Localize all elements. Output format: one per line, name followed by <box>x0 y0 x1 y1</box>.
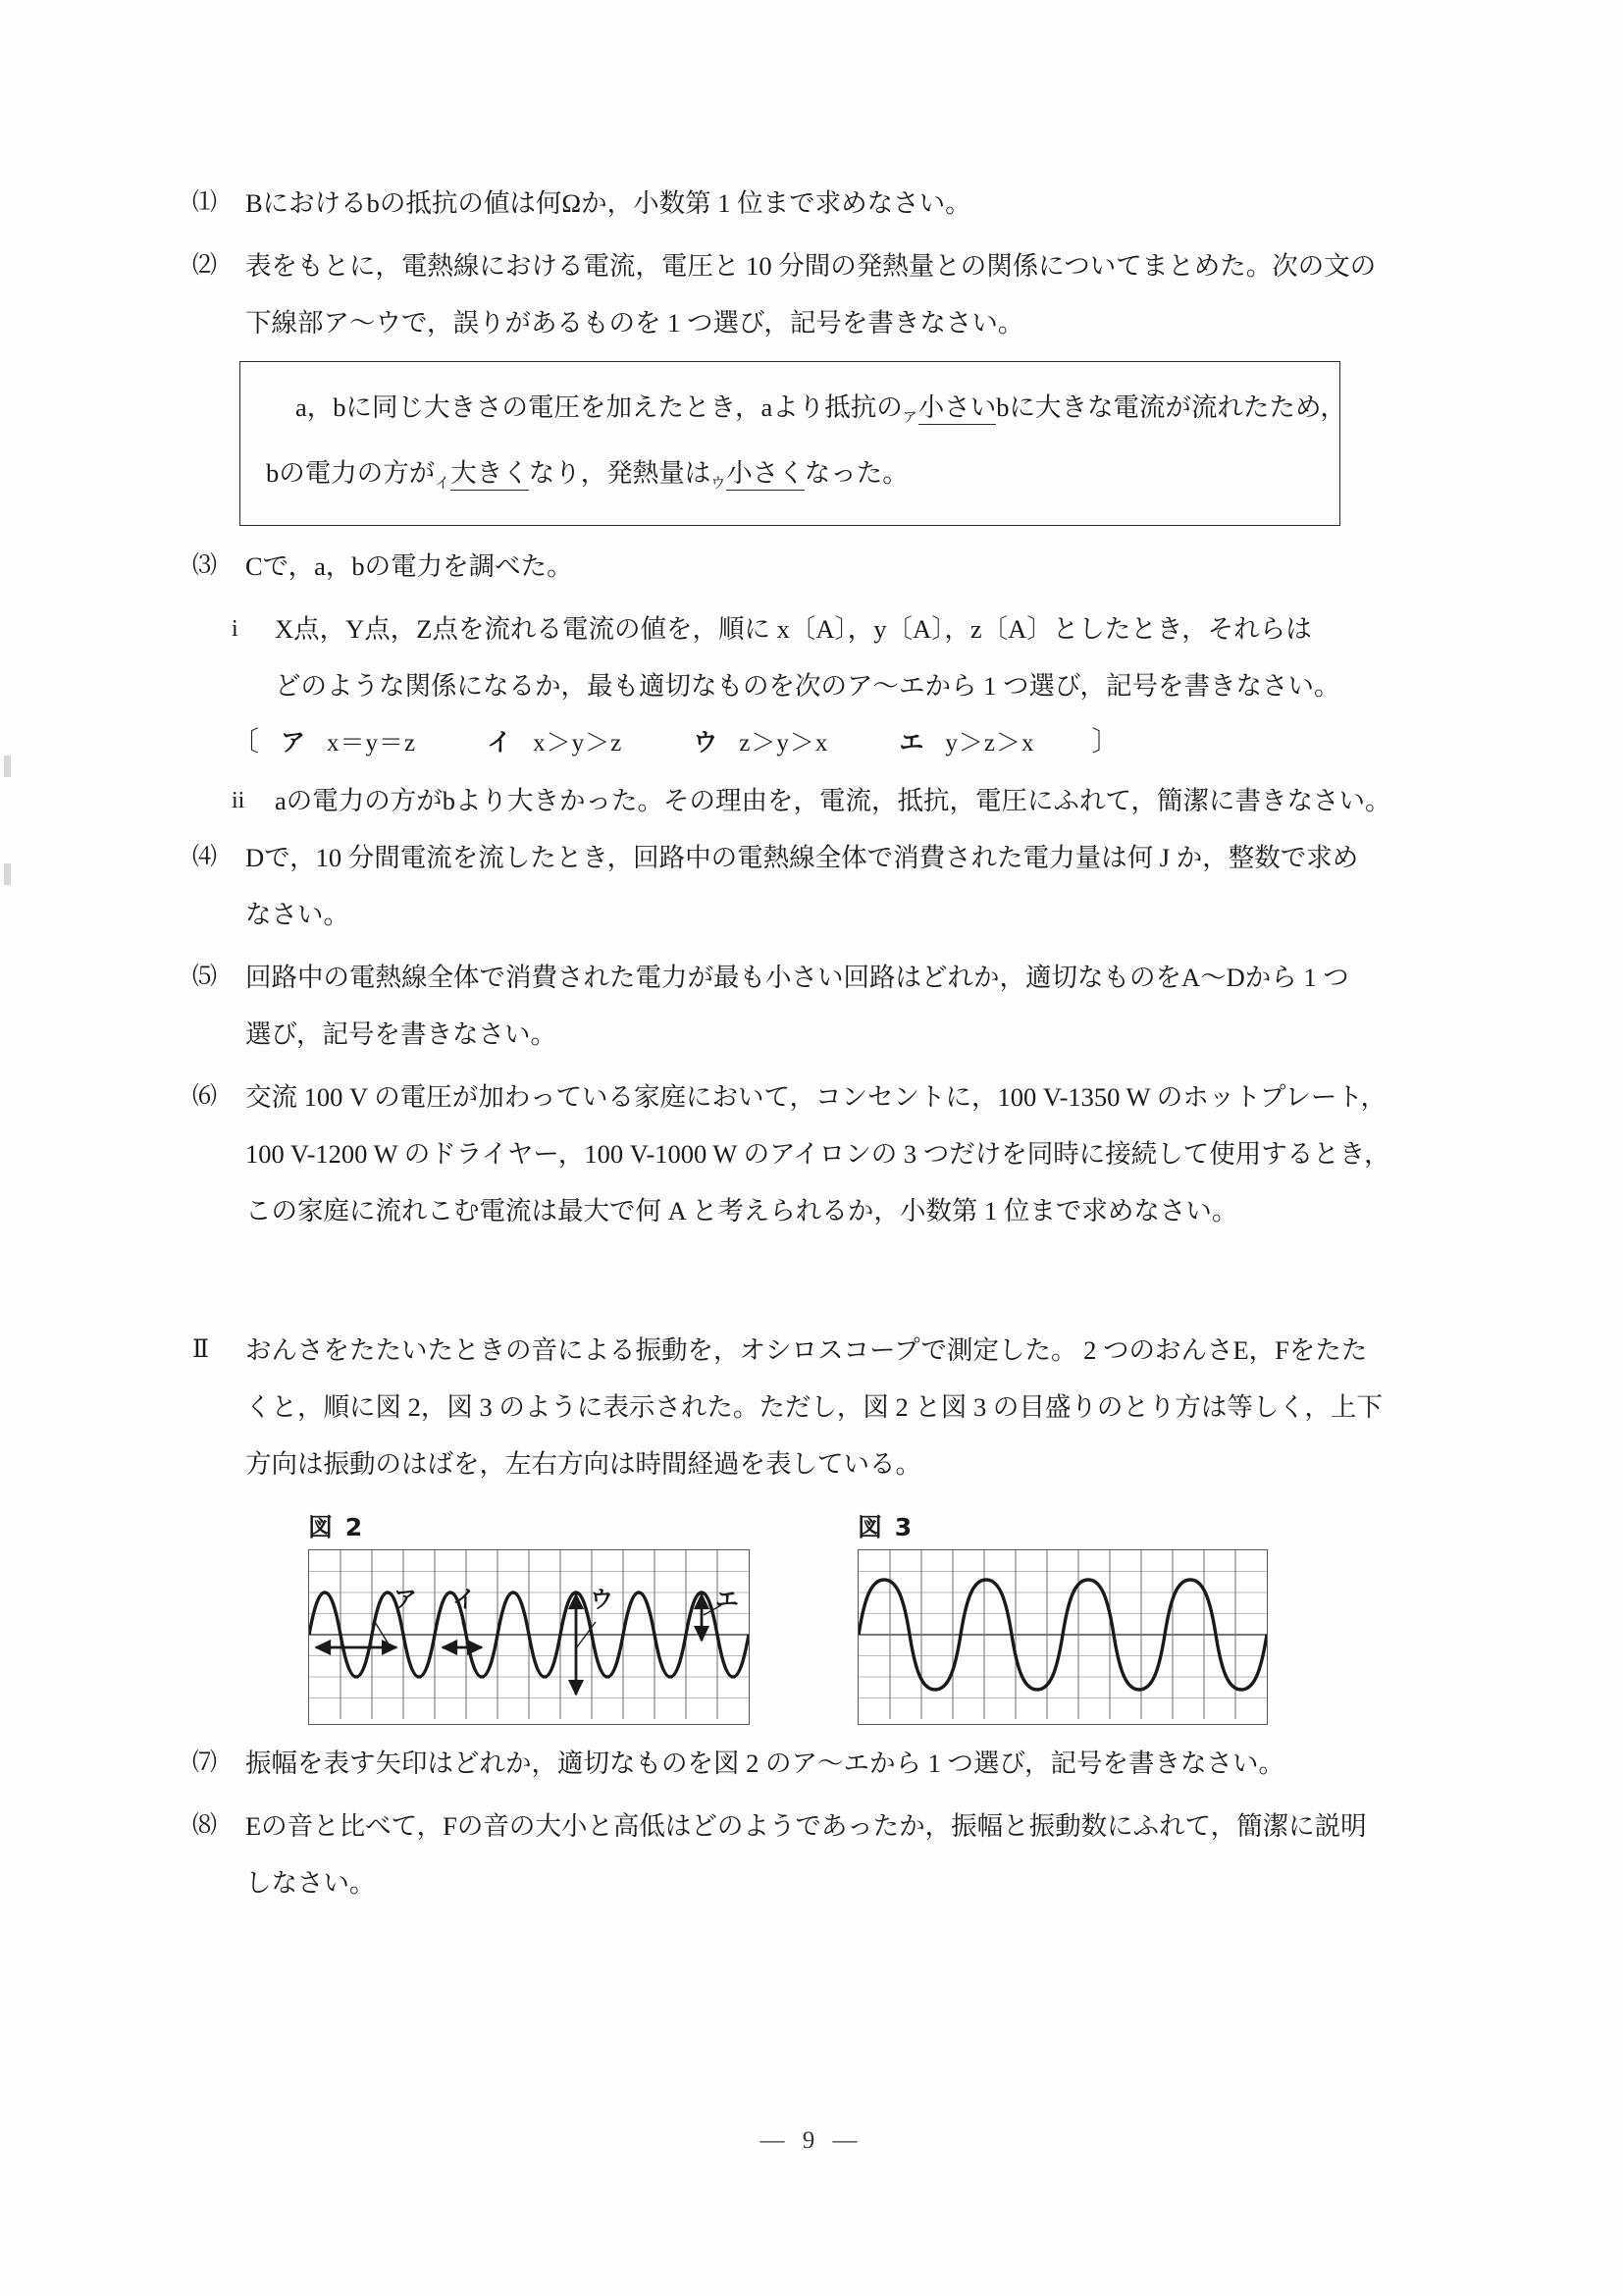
section-2-intro-line: 方向は振動のはばを，左右方向は時間経過を表している。 <box>245 1449 921 1479</box>
figure-3 <box>858 1508 1268 1725</box>
question-number: ⑶ <box>192 552 217 579</box>
question-line: 選び，記号を書きなさい。 <box>245 1019 556 1049</box>
question-text <box>245 237 1439 351</box>
figure-3-svg <box>859 1550 1267 1719</box>
page-content <box>192 175 1439 1917</box>
section-2-header <box>192 1322 1439 1492</box>
question-line: Cで，a，bの電力を調べた。 <box>245 551 573 581</box>
subquestion-text <box>275 772 1439 829</box>
statement-line-2-post: なった。 <box>804 458 909 488</box>
question-text <box>245 175 1439 232</box>
question-3 <box>192 538 1439 595</box>
section-2-number: Ⅱ <box>192 1336 209 1363</box>
question-line: しなさい。 <box>245 1868 376 1898</box>
question-5 <box>192 949 1439 1063</box>
question-text <box>245 1069 1439 1239</box>
question-number: ⑵ <box>192 252 217 279</box>
section-2 <box>192 1322 1439 1911</box>
question-line: この家庭に流れこむ電流は最大で何 A と考えられるか，小数第 1 位まで求めなさい。 <box>245 1196 1238 1226</box>
choice-value-b: x＞y＞z <box>533 730 623 757</box>
figure-2-svg <box>309 1550 749 1719</box>
figures-row <box>192 1508 1439 1725</box>
section-2-intro-line: くと，順に図 2，図 3 のように表示された。ただし，図 2 と図 3 の目盛りのとり方は等しく，上下 <box>245 1392 1383 1422</box>
choice-key-d[interactable]: エ <box>899 728 924 757</box>
question-1 <box>192 175 1439 232</box>
statement-line-1 <box>266 380 1346 445</box>
question-7 <box>192 1735 1439 1792</box>
figure-3-label: 図 3 <box>858 1513 915 1541</box>
question-line: 下線部ア～ウで，誤りがあるものを 1 つ選び，記号を書きなさい。 <box>245 308 1024 338</box>
marker-label-a: ア <box>393 1586 417 1613</box>
page-number: — 9 — <box>759 2127 864 2154</box>
underline-marker-c <box>710 445 805 511</box>
answer-choices <box>192 714 1439 772</box>
question-6 <box>192 1069 1439 1239</box>
choice-key-c[interactable]: ウ <box>693 728 718 757</box>
question-text <box>245 538 1439 595</box>
question-number: ⑹ <box>192 1083 217 1110</box>
subquestion-ii <box>192 772 1439 829</box>
statement-line-2-mid: なり，発熱量は <box>528 458 711 488</box>
question-line: なさい。 <box>245 900 349 929</box>
figure-2-plot <box>308 1549 750 1725</box>
choice-value-a: x＝y＝z <box>327 730 417 757</box>
underline-marker-a <box>903 380 997 445</box>
subquestion-line: aの電力の方がbより大きかった。その理由を，電流，抵抗，電圧にふれて，簡潔に書きなさい。 <box>275 786 1391 815</box>
question-text <box>245 1735 1439 1792</box>
bracket-open: 〔 <box>232 727 260 757</box>
choice-key-b[interactable]: イ <box>487 728 512 757</box>
underline-marker-b <box>435 445 529 511</box>
question-line: Dで，10 分間電流を流したとき，回路中の電熱線全体で消費された電力量は何 J か，整数で求め <box>245 843 1359 872</box>
question-8 <box>192 1798 1439 1911</box>
question-text <box>245 949 1439 1063</box>
statement-line-1-post: bに大きな電流が流れたため， <box>996 392 1346 422</box>
question-number: ⑷ <box>192 844 217 870</box>
question-line: 100 V-1200 W のドライヤー，100 V-1000 W のアイロンの 3 つだけを同時に接続して使用するとき， <box>245 1139 1390 1169</box>
section-2-intro-line: おんさをたたいたときの音による振動を，オシロスコープで測定した。 2 つのおんさE，Fをたた <box>245 1335 1368 1365</box>
marker-tag-a: ア <box>902 410 917 426</box>
question-line: 交流 100 V の電圧が加わっている家庭において，コンセントに，100 V-1350 W のホットプレート， <box>245 1082 1387 1112</box>
question-line: 振幅を表す矢印はどれか，適切なものを図 2 のア～エから 1 つ選び，記号を書きなさい。 <box>245 1748 1284 1778</box>
section-2-intro <box>245 1322 1439 1492</box>
marker-label-b: イ <box>452 1586 476 1613</box>
choice-key-a[interactable]: ア <box>281 728 306 757</box>
scan-edge-mark <box>4 756 11 777</box>
statement-line-1-pre: a，bに同じ大きさの電圧を加えたとき，aより抵抗の <box>295 392 903 422</box>
question-2 <box>192 237 1439 351</box>
question-line: 表をもとに，電熱線における電流，電圧と 10 分間の発熱量との関係についてまとめた。次の文の <box>245 251 1377 281</box>
scan-edge-mark <box>4 863 11 885</box>
question-line: Bにおけるbの抵抗の値は何Ωか，小数第 1 位まで求めなさい。 <box>245 188 971 218</box>
subquestion-line: X点，Y点，Z点を流れる電流の値を，順に x〔A〕，y〔A〕，z〔A〕としたとき，それらは <box>275 614 1312 644</box>
question-line: Eの音と比べて，Fの音の大小と高低はどのようであったか，振幅と振動数にふれて，簡潔に説明 <box>245 1811 1367 1841</box>
figure-2-label: 図 2 <box>308 1513 365 1541</box>
figure-3-plot <box>858 1549 1268 1725</box>
underlined-text-c: 小さく <box>726 458 805 491</box>
marker-tag-b: イ <box>435 476 450 492</box>
subquestion-number: i <box>232 616 238 642</box>
subquestion-line: どのような関係になるか，最も適切なものを次のア～エから 1 つ選び，記号を書きなさい。 <box>275 671 1340 701</box>
question-4 <box>192 829 1439 943</box>
subquestion-i <box>192 600 1439 714</box>
subquestion-number: ii <box>232 788 245 813</box>
statement-line-2-pre: bの電力の方が <box>266 458 436 488</box>
marker-label-d: エ <box>715 1586 739 1613</box>
bracket-close: 〕 <box>1091 727 1120 757</box>
question-number: ⑺ <box>192 1749 217 1776</box>
question-number: ⑻ <box>192 1812 217 1839</box>
underlined-text-a: 小さい <box>918 392 997 425</box>
choice-value-d: y＞z＞x <box>945 730 1035 757</box>
question-text <box>245 1798 1439 1911</box>
statement-line-2 <box>266 445 1314 511</box>
question-text <box>245 829 1439 943</box>
question-number: ⑸ <box>192 964 217 990</box>
figure-2 <box>308 1508 750 1725</box>
marker-tag-c: ウ <box>710 476 726 492</box>
subquestion-text <box>275 600 1439 714</box>
underlined-text-b: 大きく <box>450 458 529 491</box>
question-number: ⑴ <box>192 189 217 216</box>
choice-value-c: z＞y＞x <box>739 730 829 757</box>
statement-box <box>239 361 1346 526</box>
question-line: 回路中の電熱線全体で消費された電力が最も小さい回路はどれか，適切なものをA～Dから 1 つ <box>245 963 1349 992</box>
marker-label-c: ウ <box>590 1586 613 1613</box>
